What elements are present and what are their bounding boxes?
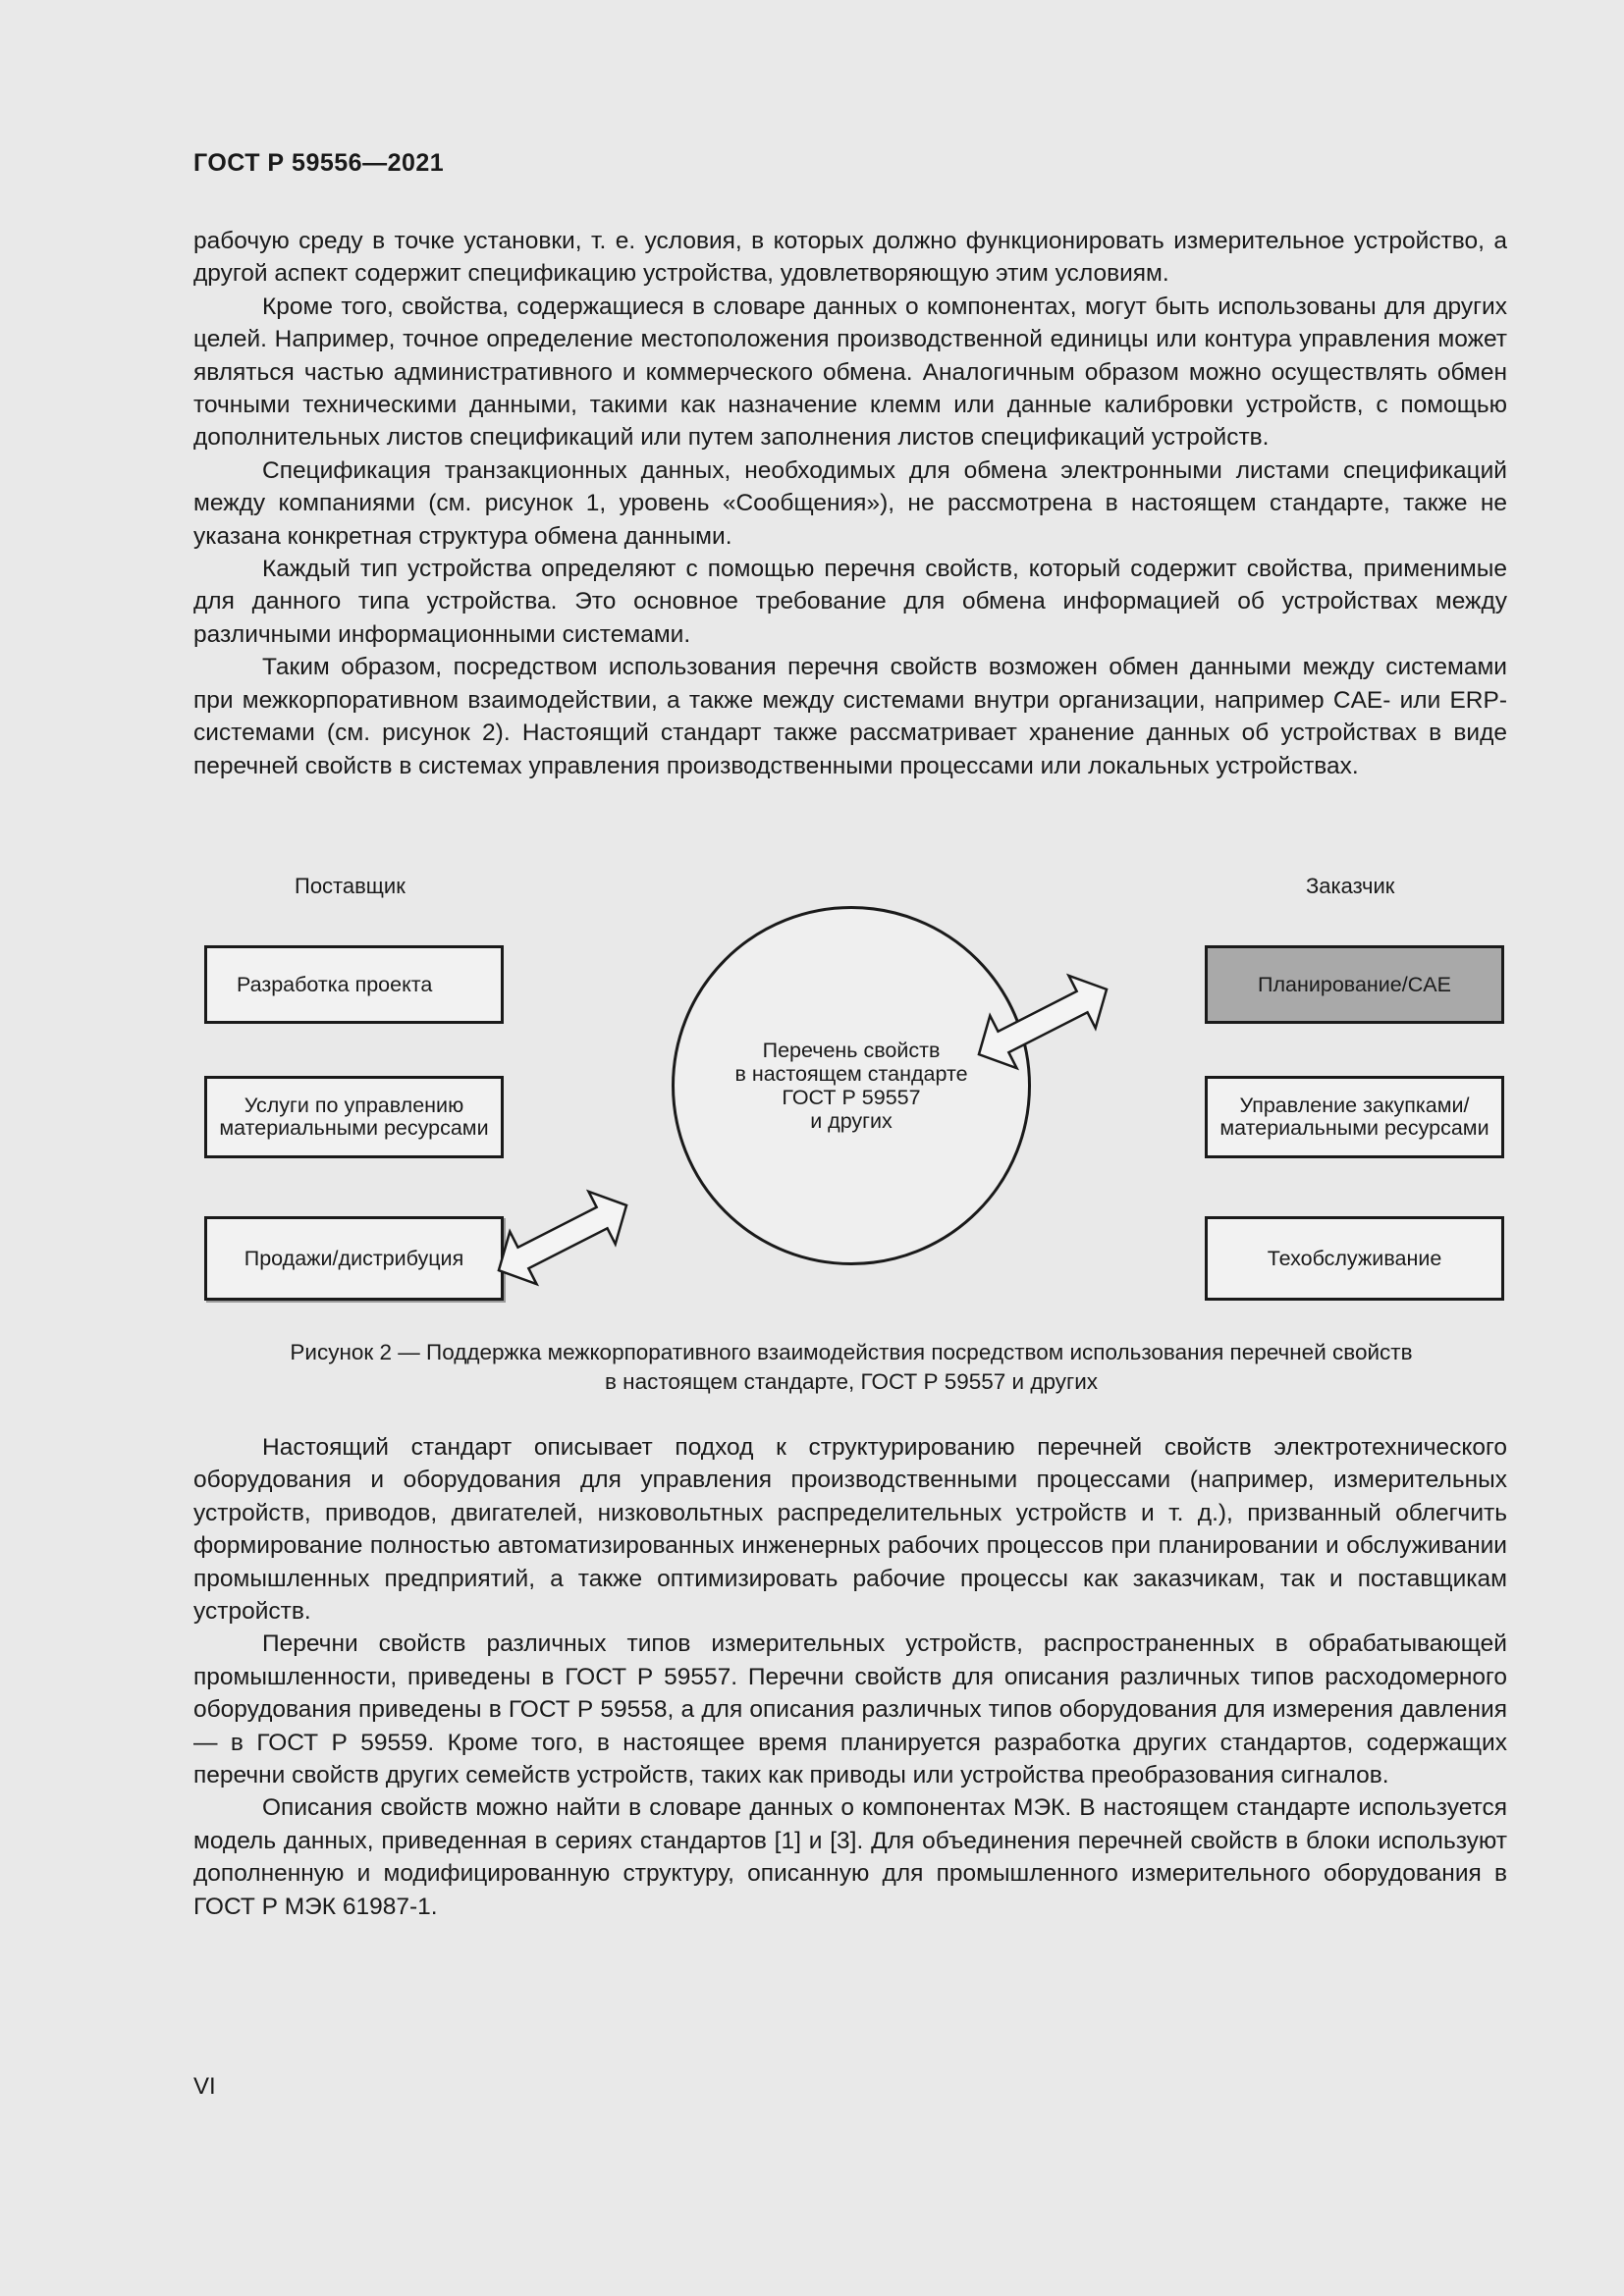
- center-line: ГОСТ Р 59557: [782, 1086, 921, 1109]
- text-block-bottom: [193, 1431, 1507, 1923]
- caption-line: Рисунок 2 — Поддержка межкорпоративного взаимодействия посредством использования перечней свойств: [290, 1340, 1413, 1364]
- center-line: Перечень свойств: [762, 1039, 941, 1062]
- box-label: Планирование/CAE: [1258, 972, 1451, 996]
- paragraph: Кроме того, свойства, содержащиеся в словаре данных о компонентах, могут быть использованы для других целей. Например, точное определение местоположения производственной единицы или контура управления может являться частью административного и коммерческого обмена. Аналогичным образом можно осуществлять обмен точными техническими данными, такими как назначение клемм или данные калибровки устройств, с помощью дополнительных листов спецификаций или путем заполнения листов спецификаций устройств.: [193, 293, 1507, 452]
- box-label: Техобслуживание: [1267, 1246, 1442, 1270]
- paragraph: рабочую среду в точке установки, т. е. условия, в которых должно функционировать измерительное устройство, а другой аспект содержит спецификацию устройства, удовлетворяющую этим условиям.: [193, 228, 1507, 288]
- paragraph: Таким образом, посредством использования перечня свойств возможен обмен данными между системами при межкорпоративном взаимодействии, а также между системами внутри организации, например CAE- или ERP-системами (см. рисунок 2). Настоящий стандарт также рассматривает хранение данных об устройствах в виде перечней свойств в системах управления производственными процессами или локальных устройствах.: [193, 654, 1507, 779]
- paragraph: Описания свойств можно найти в словаре данных о компонентах МЭК. В настоящем стандарте используется модель данных, приведенная в сериях стандартов [1] и [3]. Для объединения перечней свойств в блоки используют дополненную и модифицированную структуру, описанную для промышленного измерительного оборудования в ГОСТ Р МЭК 61987-1.: [193, 1794, 1507, 1920]
- text-block-top: [193, 225, 1507, 782]
- box-label: Продажи/дистрибуция: [244, 1246, 464, 1270]
- paragraph: Настоящий стандарт описывает подход к структурированию перечней свойств электротехнического оборудования и оборудования для управления производственными процессами (например, измерительных устройств, приводов, двигателей, низковольтных распределительных устройств и т. д.), призванный облегчить формирование полностью автоматизированных инженерных рабочих процессов при планировании и обслуживании промышленных предприятий, а также оптимизировать рабочие процессы как заказчикам, так и поставщикам устройств.: [193, 1434, 1507, 1626]
- page-number: VI: [193, 2073, 216, 2100]
- box-label: Услуги по управлению материальными ресурсами: [219, 1094, 489, 1140]
- paragraph: Спецификация транзакционных данных, необходимых для обмена электронными листами спецификаций между компаниями (см. рисунок 1, уровень «Сообщения»), не рассмотрена в настоящем стандарте, также не указана конкретная структура обмена данными.: [193, 456, 1507, 550]
- double-arrow-icon: [193, 864, 1509, 1414]
- center-line: в настоящем стандарте: [734, 1062, 968, 1086]
- figure-caption: [193, 1338, 1509, 1397]
- center-line: и других: [810, 1109, 893, 1133]
- caption-line: в настоящем стандарте, ГОСТ Р 59557 и других: [604, 1369, 1099, 1394]
- figure-2-diagram: [193, 864, 1509, 1414]
- paragraph: Каждый тип устройства определяют с помощью перечня свойств, который содержит свойства, применимые для данного типа устройства. Это основное требование для обмена информацией об устройствах между различными информационными системами.: [193, 556, 1507, 648]
- box-label: Управление закупками/материальными ресурсами: [1219, 1094, 1489, 1140]
- supplier-title: Поставщик: [295, 874, 406, 898]
- paragraph: Перечни свойств различных типов измерительных устройств, распространенных в обрабатывающей промышленности, приведены в ГОСТ Р 59557. Перечни свойств для описания различных типов расходомерного оборудования приведены в ГОСТ Р 59558, а для описания различных типов оборудования для измерения давления — в ГОСТ Р 59559. Кроме того, в настоящее время планируется разработка других стандартов, содержащих перечни свойств других семейств устройств, таких как приводы или устройства преобразования сигналов.: [193, 1630, 1507, 1789]
- box-label: Разработка проекта: [237, 972, 433, 996]
- document-header: ГОСТ Р 59556—2021: [193, 149, 445, 177]
- customer-title: Заказчик: [1306, 874, 1395, 898]
